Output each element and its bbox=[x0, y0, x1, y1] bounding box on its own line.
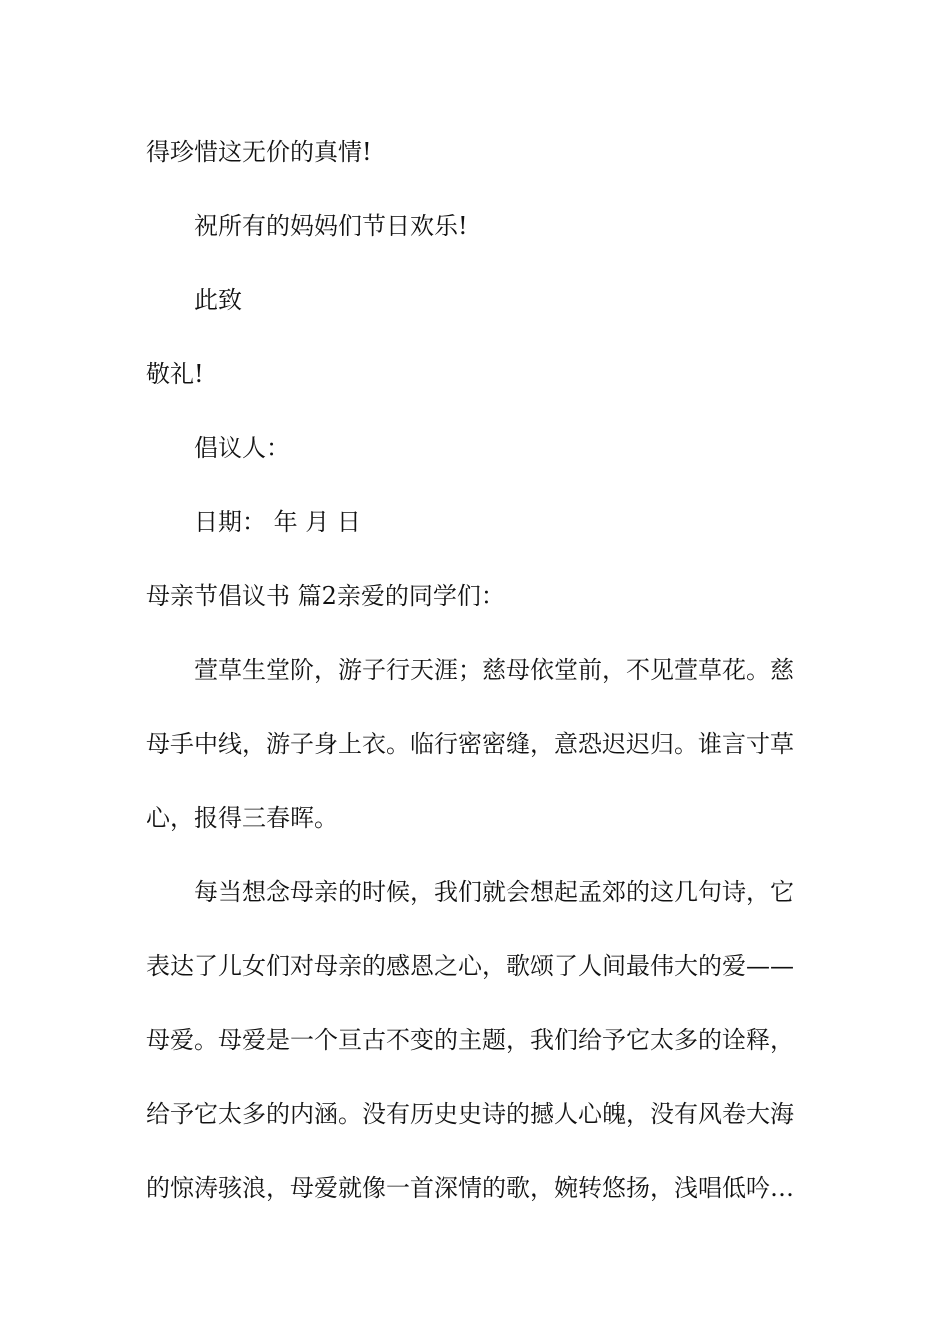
text-line: 心，报得三春晖。 bbox=[146, 804, 338, 832]
text-line: 母手中线，游子身上衣。临行密密缝，意恐迟迟归。谁言寸草 bbox=[146, 730, 794, 758]
text-line: 的惊涛骇浪，母爱就像一首深情的歌，婉转悠扬，浅唱低吟… bbox=[146, 1174, 794, 1202]
text-line: 倡议人： bbox=[194, 434, 290, 462]
text-line: 母爱。母爱是一个亘古不变的主题，我们给予它太多的诠释， bbox=[146, 1026, 794, 1054]
section-heading: 母亲节倡议书 篇2亲爱的同学们： bbox=[146, 582, 505, 610]
text-line: 给予它太多的内涵。没有历史史诗的撼人心魄，没有风卷大海 bbox=[146, 1100, 794, 1128]
text-line: 日期： 年 月 日 bbox=[194, 508, 361, 536]
text-line: 此致 bbox=[194, 286, 242, 314]
text-line: 萱草生堂阶，游子行天涯；慈母依堂前，不见萱草花。慈 bbox=[194, 656, 794, 684]
text-line: 得珍惜这无价的真情! bbox=[146, 138, 372, 166]
text-line: 敬礼! bbox=[146, 360, 204, 388]
text-line: 每当想念母亲的时候，我们就会想起孟郊的这几句诗，它 bbox=[194, 878, 794, 906]
text-line: 祝所有的妈妈们节日欢乐! bbox=[194, 212, 468, 240]
text-line: 表达了儿女们对母亲的感恩之心，歌颂了人间最伟大的爱—— bbox=[146, 952, 794, 980]
